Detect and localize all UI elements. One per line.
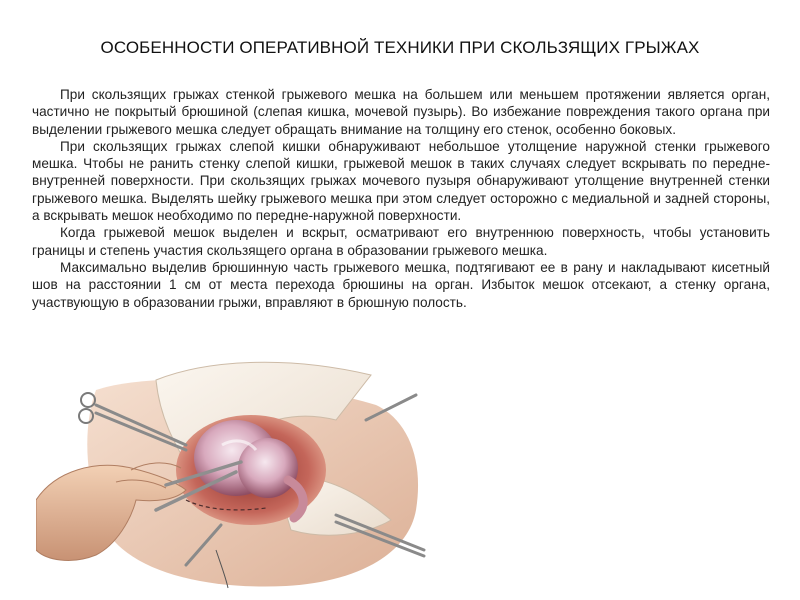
slide-title: ОСОБЕННОСТИ ОПЕРАТИВНОЙ ТЕХНИКИ ПРИ СКОЛЬЗЯЩИХ ГРЫЖАХ — [100, 38, 700, 57]
paragraph-3: Когда грыжевой мешок выделен и вскрыт, осматривают его внутреннюю поверхность, чтобы установить границы и степень участия скользящего органа в образовании грыжевого мешка. — [32, 225, 770, 258]
paragraph-2: При скользящих грыжах слепой кишки обнаруживают небольшое утолщение наружной стенки грыжевого мешка. Чтобы не ранить стенку слепой кишки, грыжевой мешок в таких случаях следует вскрывать по передне-внутренней поверхности. При скользящих грыжах мочевого пузыря обнаруживают утолщение внутренней стенки грыжевого мешка. Выделять шейку грыжевого мешка при этом следует осторожно с медиальной и задней стороны, а вскрывать мешок необходимо по передне-наружной поверхности. — [32, 138, 770, 224]
paragraph-1: При скользящих грыжах стенкой грыжевого мешка на большем или меньшем протяжении является орган, частично не покрытый брюшиной (слепая кишка, мочевой пузырь). Во избежание повреждения такого органа при выделении грыжевого мешка следует обращать внимание на толщину его стенок, особенно боковых. — [32, 87, 770, 137]
surgical-illustration — [36, 350, 426, 590]
paragraph-4: Максимально выделив брюшинную часть грыжевого мешка, подтягивают ее в рану и накладывают кисетный шов на расстоянии 1 см от места перехода брюшины на орган. Избыток мешок отсекают, а стенку органа, участвующую в образовании грыжи, вправляют в брюшную полость. — [32, 259, 770, 310]
body-text — [32, 86, 770, 311]
